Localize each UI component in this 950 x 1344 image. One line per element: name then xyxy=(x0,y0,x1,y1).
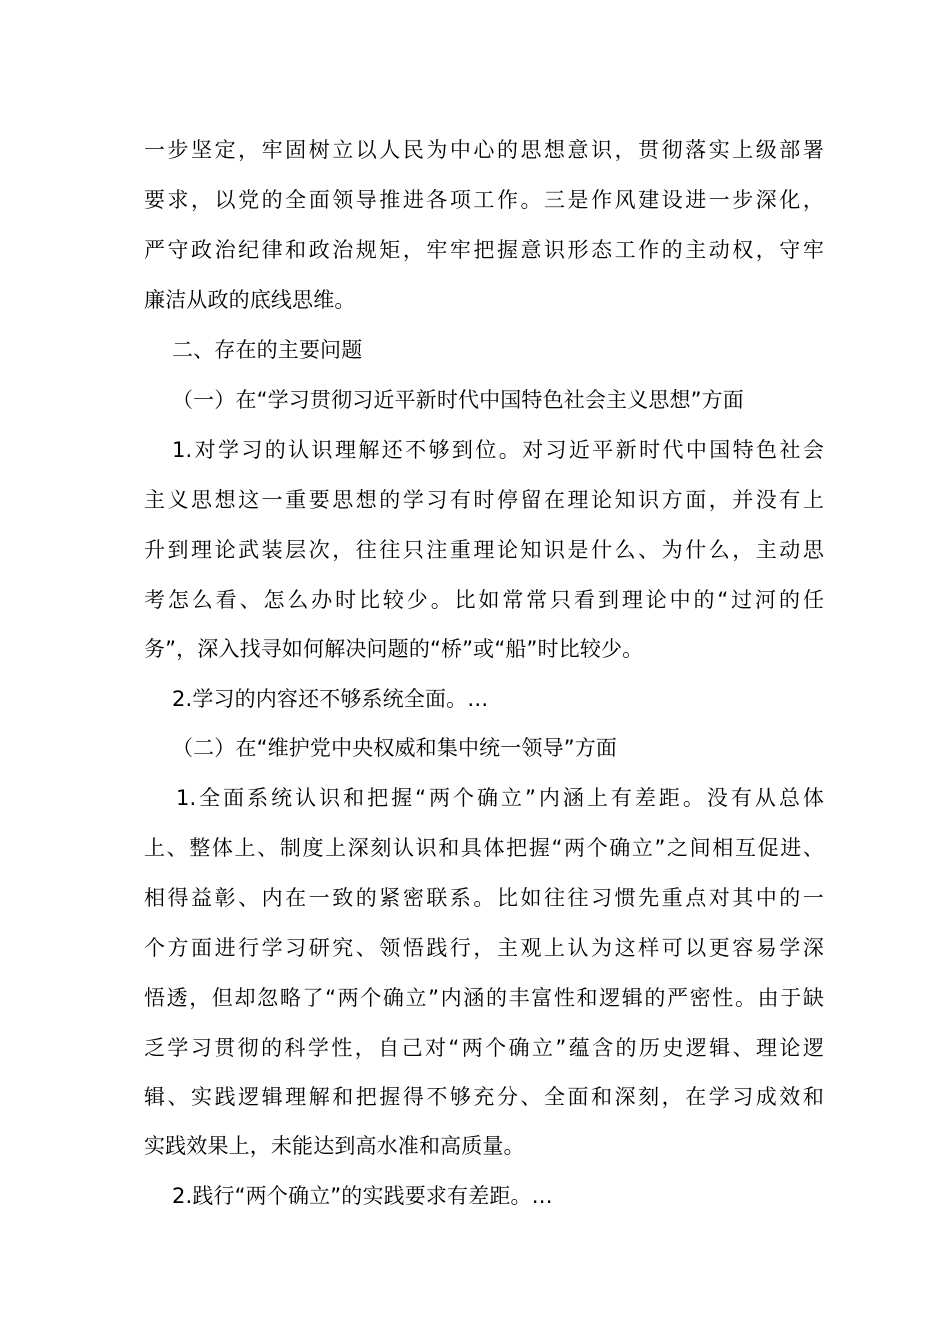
body-text-line: 上、整体上、制度上深刻认识和具体把握“两个确立”之间相互促进、 xyxy=(144,836,824,860)
body-text-line: 相得益彰、内在一致的紧密联系。比如往往习惯先重点对其中的一 xyxy=(144,886,824,910)
body-text-line: 考怎么看、怎么办时比较少。比如常常只看到理论中的“过河的任 xyxy=(144,588,824,612)
subsection-heading: （一）在“学习贯彻习近平新时代中国特色社会主义思想”方面 xyxy=(172,388,744,412)
body-text-line: 2.学习的内容还不够系统全面。… xyxy=(172,687,489,711)
body-text-line: 要求，以党的全面领导推进各项工作。三是作风建设进一步深化， xyxy=(144,188,824,212)
body-text-line: 实践效果上，未能达到高水准和高质量。 xyxy=(144,1134,525,1158)
body-text-line: 乏学习贯彻的科学性，自己对“两个确立”蕴含的历史逻辑、理论逻 xyxy=(144,1036,824,1060)
body-text-line: 2.践行“两个确立”的实践要求有差距。… xyxy=(172,1184,553,1208)
body-text-line: 个方面进行学习研究、领悟践行，主观上认为这样可以更容易学深 xyxy=(144,936,824,960)
body-text-line: 1.全面系统认识和把握“两个确立”内涵上有差距。没有从总体 xyxy=(176,786,824,810)
body-text-line: 主义思想这一重要思想的学习有时停留在理论知识方面，并没有上 xyxy=(144,488,824,512)
body-text-line: 悟透，但却忽略了“两个确立”内涵的丰富性和逻辑的严密性。由于缺 xyxy=(144,986,824,1010)
body-text-line: 升到理论武装层次，往往只注重理论知识是什么、为什么，主动思 xyxy=(144,538,824,562)
body-text-line: 1.对学习的认识理解还不够到位。对习近平新时代中国特色社会 xyxy=(172,438,824,462)
section-heading: 二、存在的主要问题 xyxy=(172,338,363,362)
body-text-line: 辑、实践逻辑理解和把握得不够充分、全面和深刻，在学习成效和 xyxy=(144,1085,824,1109)
body-text-line: 务”，深入找寻如何解决问题的“桥”或“船”时比较少。 xyxy=(144,637,644,661)
body-text-line: 一步坚定，牢固树立以人民为中心的思想意识，贯彻落实上级部署 xyxy=(144,138,824,162)
body-text-line: 廉洁从政的底线思维。 xyxy=(144,288,356,312)
body-text-line: 严守政治纪律和政治规矩，牢牢把握意识形态工作的主动权，守牢 xyxy=(144,238,824,262)
subsection-heading: （二）在“维护党中央权威和集中统一领导”方面 xyxy=(172,736,618,760)
